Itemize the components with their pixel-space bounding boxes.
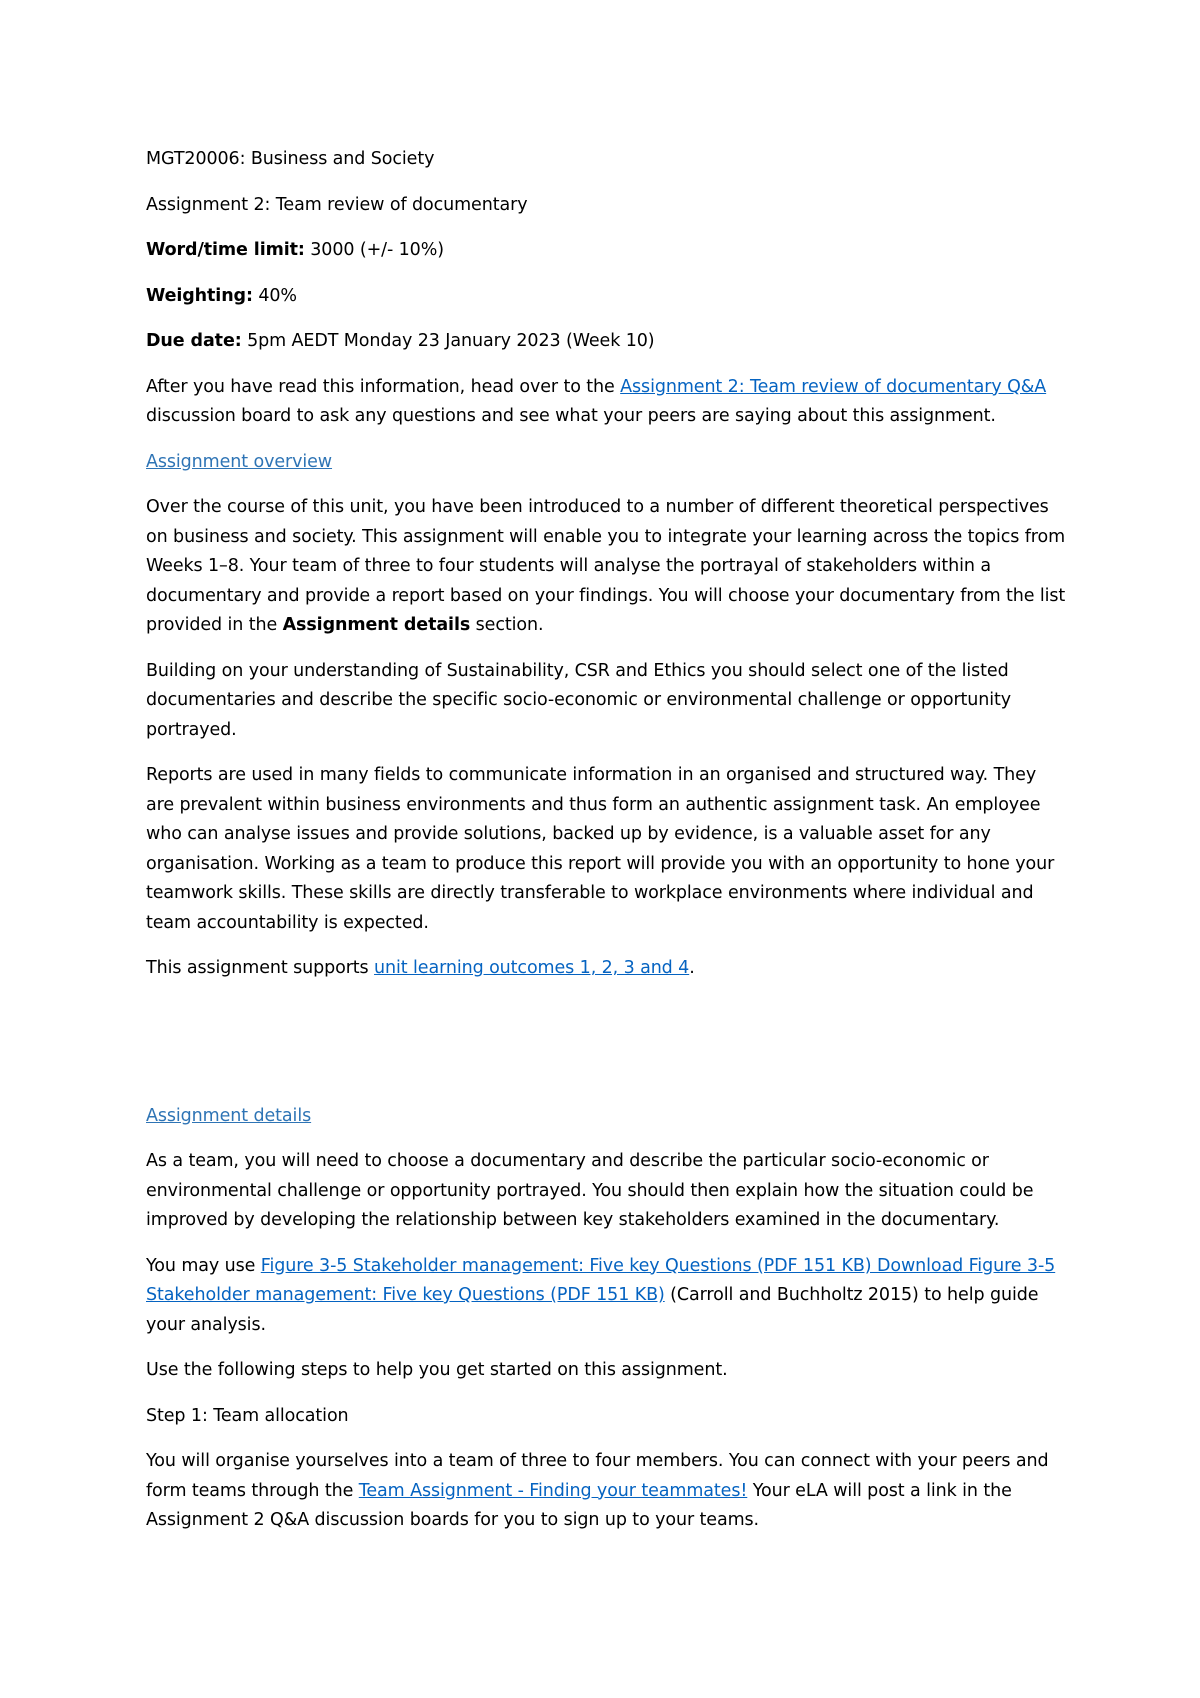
weighting-label: Weighting:: [146, 285, 253, 306]
assignment-title: Assignment 2: Team review of documentary: [146, 194, 528, 215]
finding-teammates-link[interactable]: Team Assignment - Finding your teammates!: [358, 1480, 748, 1501]
details-heading: [146, 1102, 1066, 1132]
section-spacer: [146, 1000, 1066, 1102]
overview-paragraph-2: Building on your understanding of Sustainability, CSR and Ethics you should select one of the listed documentaries and describe the specific socio-economic or environmental challenge or opportunity portrayed.: [146, 660, 1012, 740]
details-paragraph-3: Use the following steps to help you get started on this assignment.: [146, 1360, 728, 1380]
document-page: [146, 145, 1066, 1552]
overview-heading: [146, 448, 1066, 478]
due-date-label: Due date:: [146, 331, 242, 351]
overview-p1-bold: Assignment details: [282, 615, 471, 635]
word-limit-label: Word/time limit:: [146, 240, 305, 260]
overview-paragraph-1: [146, 493, 1066, 641]
overview-p1-before: Over the course of this unit, you have been introduced to a number of different theoretical perspectives on business and society. This assignment will enable you to integrate your learning across the topics from Weeks 1–8. Your team of three to four students will analyse the portrayal of stakeholders within a documentary and provide a report based on your findings. You will choose your documentary from the list provided in the: [146, 497, 1066, 635]
intro-text-before: After you have read this information, head over to the: [146, 376, 621, 397]
learning-outcomes-link[interactable]: unit learning outcomes 1, 2, 3 and 4: [374, 958, 690, 978]
step1-heading: Step 1: Team allocation: [146, 1405, 349, 1426]
word-limit-value: 3000 (+/- 10%): [304, 240, 444, 260]
overview-p4-before: This assignment supports: [146, 958, 375, 978]
weighting-value: 40%: [252, 285, 297, 306]
figure-download-link[interactable]: Figure 3-5 Stakeholder management: Five key Questions (PDF 151 KB) Download Figure 3-5 Stakeholder management: Five key Questions (PDF 151 KB): [146, 1255, 1056, 1305]
word-limit: [146, 236, 1066, 266]
qa-discussion-link[interactable]: Assignment 2: Team review of documentary Q&A: [620, 376, 1047, 397]
details-paragraph-1: As a team, you will need to choose a documentary and describe the particular socio-economic or environmental challenge or opportunity portrayed. You should then explain how the situation could be improved by developing the relationship between key stakeholders examined in the documentary.: [146, 1151, 1034, 1230]
assignment-details-link[interactable]: Assignment details: [146, 1105, 312, 1126]
overview-paragraph-3: Reports are used in many fields to communicate information in an organised and structured way. They are prevalent within business environments and thus form an authentic assignment task. An employee who can analyse issues and provide solutions, backed up by evidence, is a valuable asset for any organisation. Working as a team to produce this report will provide you with an opportunity to hone your teamwork skills. These skills are directly transferable to workplace environments where individual and team accountability is expected.: [146, 765, 1055, 933]
step1-before: You will organise yourselves into a team of three to four members. You can connect with your peers and form teams through the: [146, 1451, 1049, 1501]
details-paragraph-2: [146, 1252, 1066, 1341]
assignment-overview-link[interactable]: Assignment overview: [146, 451, 333, 472]
unit-title: MGT20006: Business and Society: [146, 149, 435, 169]
step1-paragraph: [146, 1447, 1066, 1536]
overview-p1-after: section.: [470, 615, 544, 635]
details-p2-before: You may use: [146, 1255, 261, 1276]
intro-text-after: discussion board to ask any questions and see what your peers are saying about this assignment.: [146, 406, 996, 426]
details-p2-after: (Carroll and Buchholtz 2015) to help guide your analysis.: [146, 1285, 1039, 1335]
weighting: [146, 282, 1066, 312]
step1-after: Your eLA will post a link in the Assignment 2 Q&A discussion boards for you to sign up to your teams.: [146, 1480, 1012, 1530]
overview-paragraph-4: [146, 954, 1066, 984]
due-date: [146, 327, 1066, 357]
intro-paragraph: [146, 373, 1066, 432]
overview-p4-after: .: [689, 958, 695, 978]
due-date-value: 5pm AEDT Monday 23 January 2023 (Week 10): [241, 331, 655, 351]
